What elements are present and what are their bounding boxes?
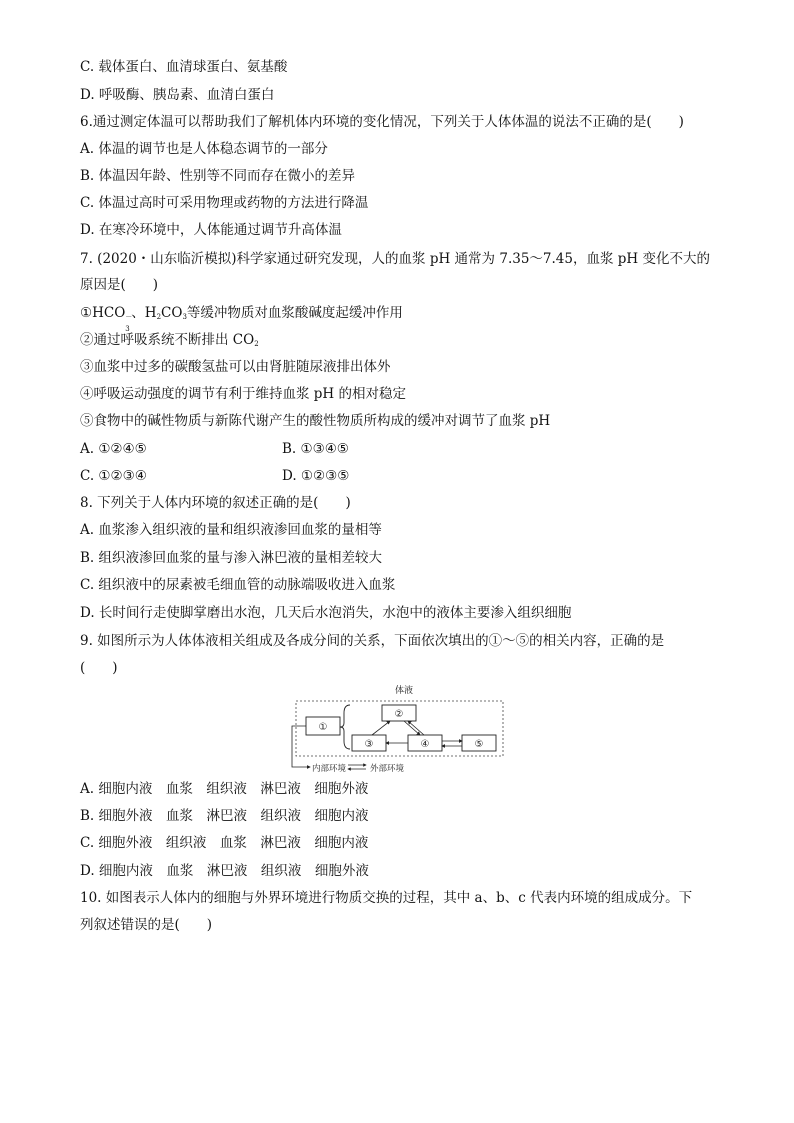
option-text: A. 血浆渗入组织液的量和组织液渗回血浆的量相等 bbox=[80, 522, 382, 538]
box-5-label: ⑤ bbox=[474, 739, 484, 750]
option-text: B. 组织液渗回血浆的量与渗入淋巴液的量相差较大 bbox=[80, 550, 383, 566]
option-text: C. 载体蛋白、血清球蛋白、氨基酸 bbox=[80, 59, 288, 75]
option-text: D. 细胞内液 血浆 淋巴液 组织液 细胞外液 bbox=[80, 863, 369, 879]
box-2-label: ② bbox=[394, 709, 404, 720]
statement-2: ②通过呼吸系统不断排出 $CO_2$ bbox=[80, 332, 259, 348]
option-text: C. 组织液中的尿素被毛细血管的动脉端吸收进入血浆 bbox=[80, 577, 396, 593]
question-6: 6.通过测定体温可以帮助我们了解机体内环境的变化情况，下列关于人体体温的说法不正确的是( ) bbox=[80, 114, 684, 130]
option-text: B. 体温因年龄、性别等不同而存在微小的差异 bbox=[80, 168, 356, 184]
arrow-2-to-4a bbox=[404, 721, 420, 735]
inner-env-label: 内部环境 bbox=[312, 764, 347, 774]
option-text: A. 体温的调节也是人体稳态调节的一部分 bbox=[80, 141, 328, 157]
option-text: D. ①②③⑤ bbox=[282, 468, 350, 484]
box-4-label: ④ bbox=[420, 739, 430, 750]
box-1-label: ① bbox=[318, 722, 328, 733]
question-10: 10. 如图表示人体内的细胞与外界环境进行物质交换的过程，其中 a、b、c 代表内环境的组成成分。下 bbox=[80, 890, 693, 906]
option-text: A. 细胞内液 血浆 组织液 淋巴液 细胞外液 bbox=[80, 781, 369, 797]
diagram-title: 体液 bbox=[394, 686, 414, 696]
option-text: D. 在寒冷环境中，人体能通过调节升高体温 bbox=[80, 222, 342, 238]
box-3-label: ③ bbox=[364, 739, 374, 750]
brace bbox=[340, 705, 350, 749]
question-7: 7. (2020・山东临沂模拟)科学家通过研究发现，人的血浆 pH 通常为 7.35～7.45，血浆 pH 变化不大的 bbox=[80, 251, 710, 267]
option-text: C. ①②③④ bbox=[80, 468, 147, 484]
left-connector bbox=[292, 726, 310, 767]
question-8: 8. 下列关于人体内环境的叙述正确的是( ) bbox=[80, 495, 351, 511]
statement-5: ⑤食物中的碱性物质与新陈代谢产生的酸性物质所构成的缓冲对调节了血浆 pH bbox=[80, 413, 551, 429]
arrow-4-to-2 bbox=[408, 721, 424, 735]
option-text: B. 细胞外液 血浆 淋巴液 组织液 细胞内液 bbox=[80, 808, 369, 824]
option-text: C. 体温过高时可采用物理或药物的方法进行降温 bbox=[80, 195, 369, 211]
question-9: 9. 如图所示为人体体液相关组成及各成分间的关系，下面依次填出的①～⑤的相关内容，正确的是 bbox=[80, 633, 665, 649]
option-text: B. ①③④⑤ bbox=[282, 441, 349, 457]
option-text: D. 长时间行走使脚掌磨出水泡，几天后水泡消失，水泡中的液体主要渗入组织细胞 bbox=[80, 605, 572, 621]
question-10-cont: 列叙述错误的是( ) bbox=[80, 917, 213, 933]
statement-4: ④呼吸运动强度的调节有利于维持血浆 pH 的相对稳定 bbox=[80, 386, 406, 402]
option-text: A. ①②④⑤ bbox=[80, 441, 147, 457]
option-text: D. 呼吸酶、胰岛素、血清白蛋白 bbox=[80, 87, 275, 103]
statement-1: ①HCO － 3 、$H_2CO_3$等缓冲物质对血浆酸碱度起缓冲作用 bbox=[80, 305, 403, 333]
statement-3: ③血浆中过多的碳酸氢盐可以由肾脏随尿液排出体外 bbox=[80, 359, 391, 375]
option-text: C. 细胞外液 组织液 血浆 淋巴液 细胞内液 bbox=[80, 835, 369, 851]
body-fluid-diagram bbox=[286, 683, 508, 775]
outer-env-label: 外部环境 bbox=[370, 764, 405, 774]
question-7-cont: 原因是( ) bbox=[80, 277, 159, 293]
arrow-3-to-2 bbox=[372, 721, 390, 735]
question-9-cont: ( ) bbox=[80, 660, 118, 676]
